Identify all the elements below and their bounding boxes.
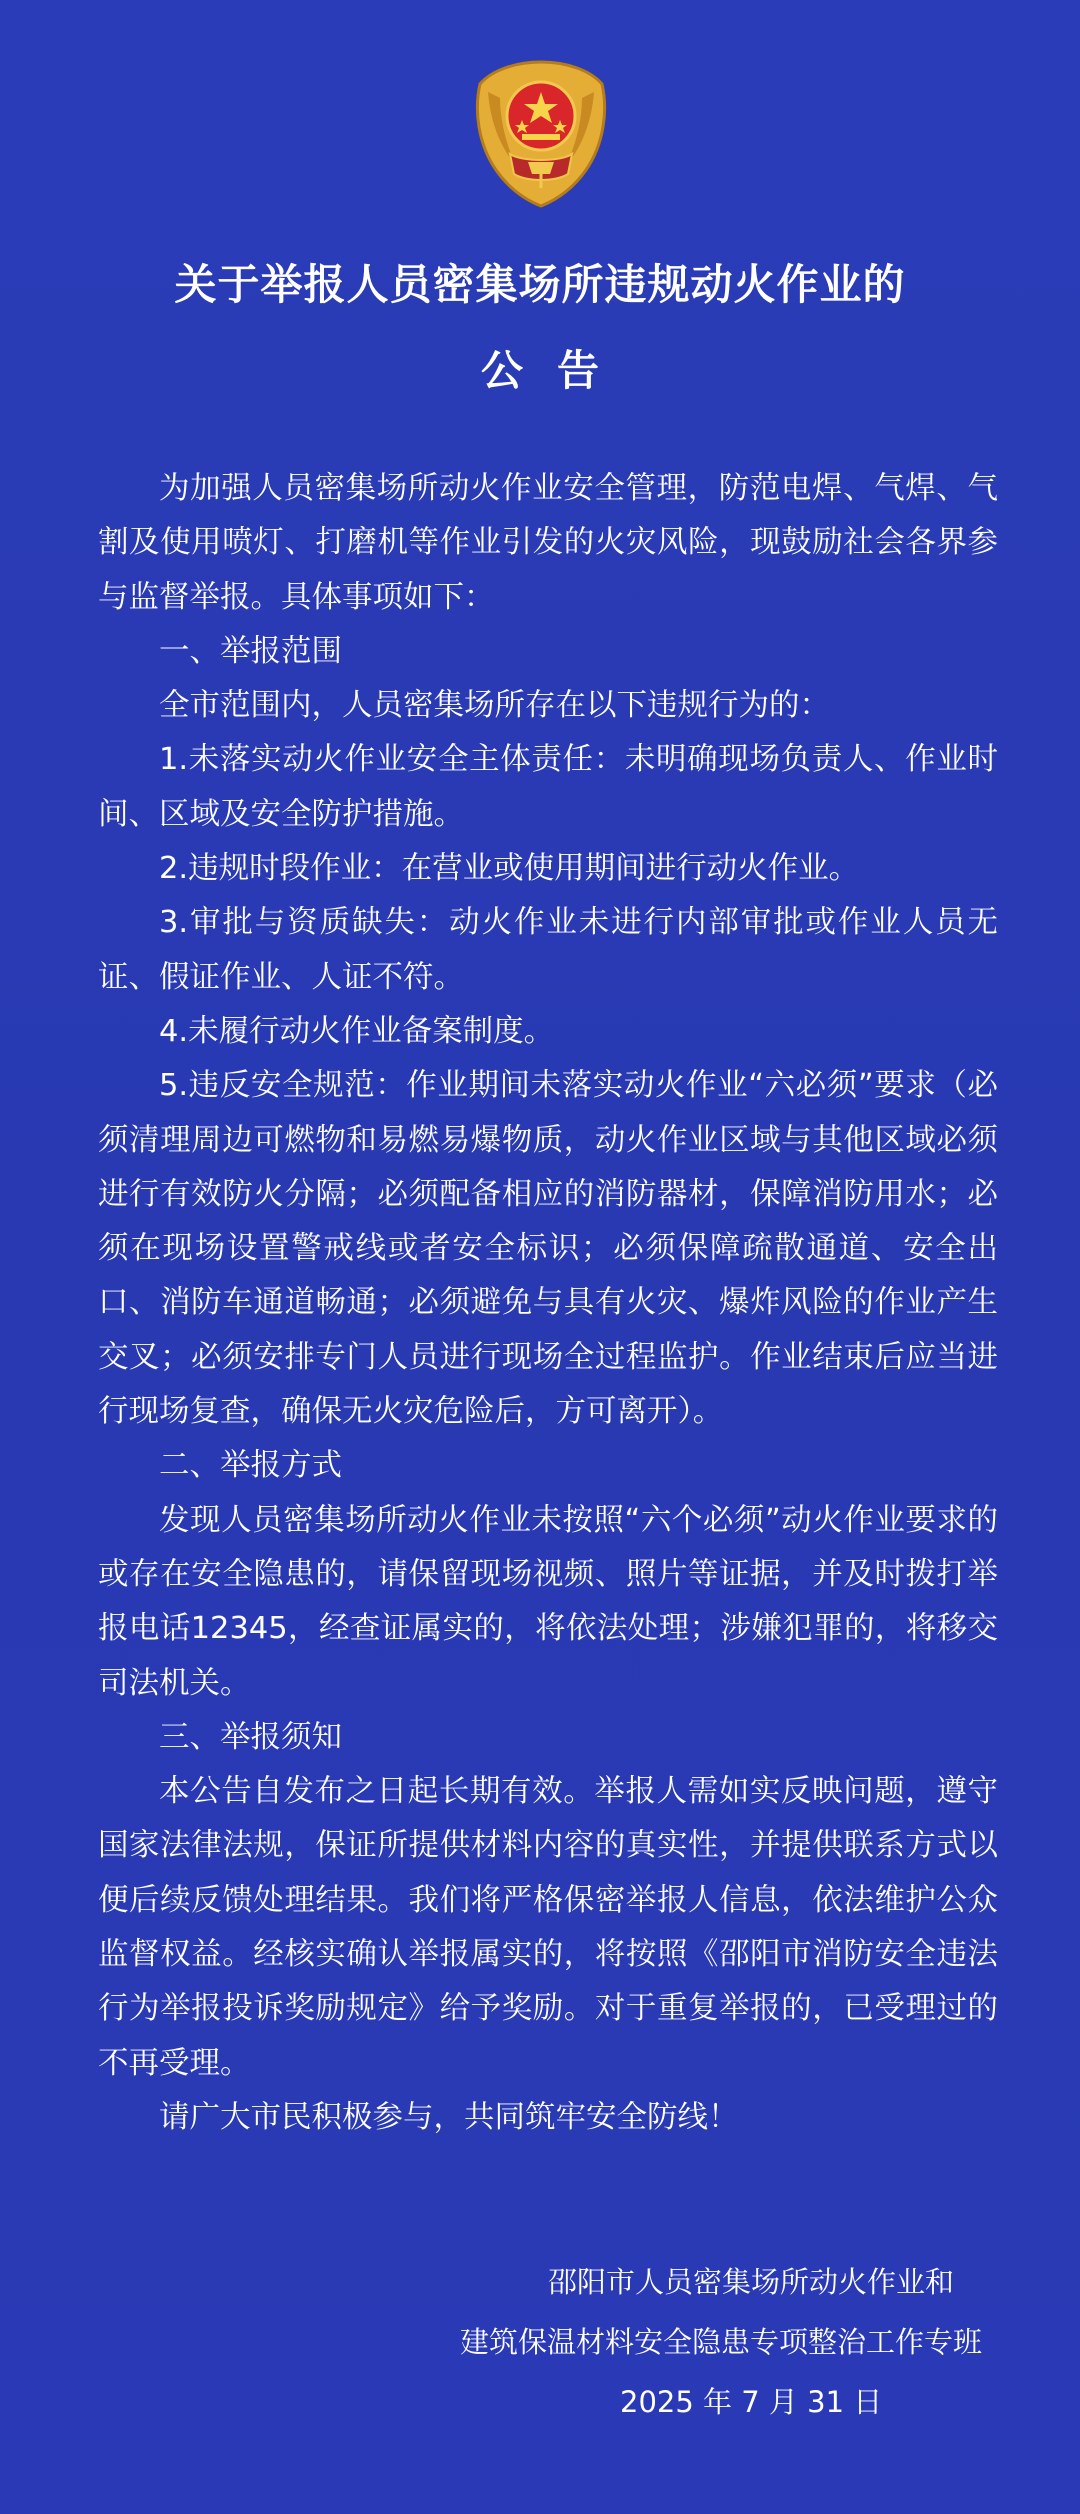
paragraph-method: 发现人员密集场所动火作业未按照“六个必须”动火作业要求的或存在安全隐患的，请保留现场视频、照片等证据，并及时拨打举报电话12345，经查证属实的，将依法处理；涉嫌犯罪的，将移交司法机关。 [98,1502,998,1701]
notice-subtitle: 公告 [480,346,633,395]
fire-rescue-emblem-icon [470,58,612,208]
section-heading-method: 二、举报方式 [159,1448,342,1484]
list-item-5: 5.违反安全规范：作业期间未落实动火作业“六必须”要求（必须清理周边可燃物和易燃易爆物质，动火作业区域与其他区域必须进行有效防火分隔；必须配备相应的消防器材，保障消防用水；必须在现场设置警戒线或者安全标识；必须保障疏散通道、安全出口、消防车通道畅通；必须避免与具有火灾、爆炸风险的作业产生交叉；必须安排专门人员进行现场全过程监护。作业结束后应当进行现场复查，确保无火灾危险后，方可离开）。 [98,1068,998,1430]
paragraph-intro: 为加强人员密集场所动火作业安全管理，防范电焊、气焊、气割及使用喷灯、打磨机等作业引发的火灾风险，现鼓励社会各界参与监督举报。具体事项如下： [98,471,998,615]
signature-date: 2025 年 7 月 31 日 [620,2385,883,2419]
paragraph-notes: 本公告自发布之日起长期有效。举报人需如实反映问题，遵守国家法律法规，保证所提供材料内容的真实性，并提供联系方式以便后续反馈处理结果。我们将严格保密举报人信息，依法维护公众监督权益。经核实确认举报属实的，将按照《邵阳市消防安全违法行为举报投诉奖励规定》给予奖励。对于重复举报的，已受理过的不再受理。 [98,1774,998,2081]
signature-org-line1: 邵阳市人员密集场所动火作业和 [548,2265,955,2299]
list-item-1: 1.未落实动火作业安全主体责任：未明确现场负责人、作业时间、区域及安全防护措施。 [98,742,998,832]
paragraph-scope-intro: 全市范围内，人员密集场所存在以下违规行为的： [159,688,830,724]
list-item-3: 3.审批与资质缺失：动火作业未进行内部审批或作业人员无证、假证作业、人证不符。 [98,905,998,995]
signature-org-line2: 建筑保温材料安全隐患专项整治工作专班 [460,2325,983,2359]
section-heading-notes: 三、举报须知 [159,1719,342,1755]
notice-title: 关于举报人员密集场所违规动火作业的 [174,260,906,309]
section-heading-scope: 一、举报范围 [159,633,342,669]
notice-body [98,462,998,2145]
paragraph-closing: 请广大市民积极参与，共同筑牢安全防线！ [159,2099,739,2135]
list-item-2: 2.违规时段作业：在营业或使用期间进行动火作业。 [159,851,860,887]
list-item-4: 4.未履行动火作业备案制度。 [159,1013,555,1049]
